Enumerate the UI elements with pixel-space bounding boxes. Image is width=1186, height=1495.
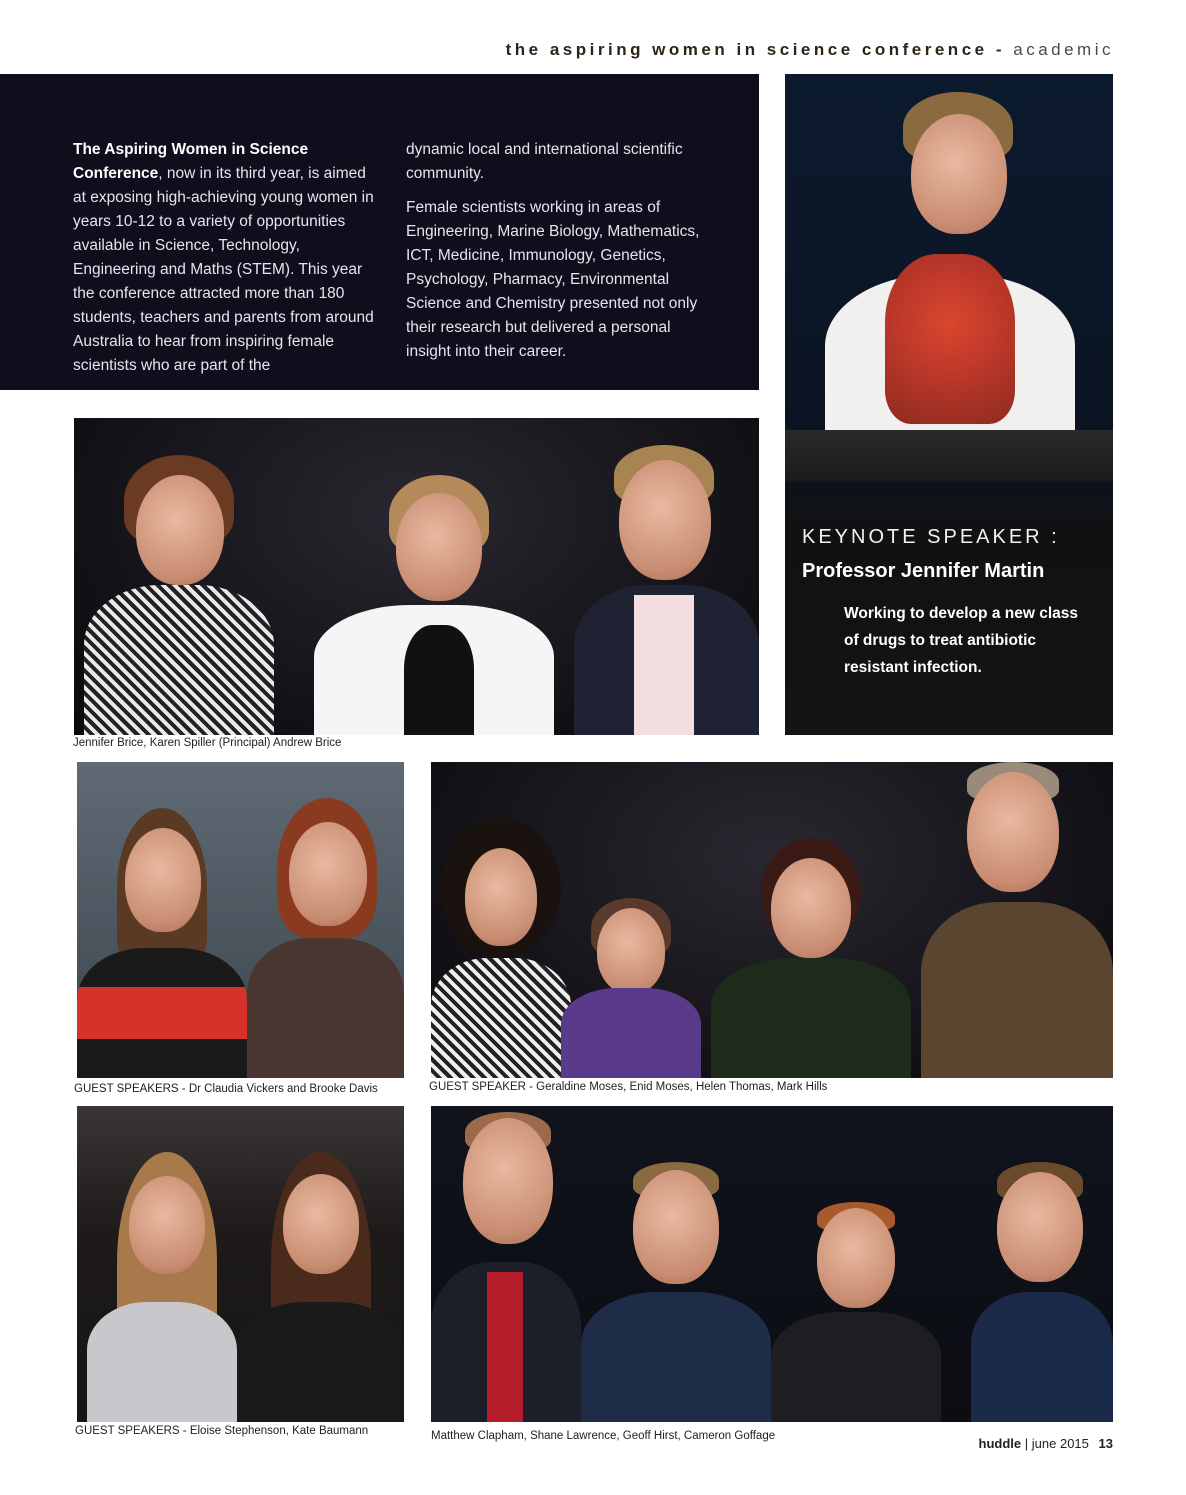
footer-brand: huddle <box>978 1436 1022 1451</box>
intro-block <box>0 74 759 390</box>
photo-stephenson-baumann <box>77 1106 404 1422</box>
intro-paragraph-1 <box>73 138 378 378</box>
photo-clapham-lawrence-hirst-goffage <box>431 1106 1113 1422</box>
keynote-description: Working to develop a new class of drugs to treat antibiotic resistant infection. <box>844 605 1078 676</box>
keynote-name: Professor Jennifer Martin <box>802 560 1045 582</box>
keynote-speaker-photo <box>825 74 1075 434</box>
intro-paragraph-1-text: , now in its third year, is aimed at exposing high-achieving young women in years 10-12 to a variety of opportunities available in Science, Technology, Engineering and Maths (STEM). This year the conference attracted more than 180 students, teachers and parents from around Australia to hear from inspiring female scientists who are part of the <box>73 165 374 374</box>
page-number: 13 <box>1098 1436 1113 1451</box>
caption-photo-5: Matthew Clapham, Shane Lawrence, Geoff Hirst, Cameron Goffage <box>431 1430 776 1442</box>
caption-photo-2: GUEST SPEAKERS - Dr Claudia Vickers and Brooke Davis <box>74 1083 378 1095</box>
intro-paragraph-2: Female scientists working in areas of Engineering, Marine Biology, Mathematics, ICT, Medicine, Immunology, Genetics, Psychology, Pharmacy, Environmental Science and Chemistry presented not only their research but delivered a personal insight into their career. <box>406 199 700 360</box>
caption-photo-3: GUEST SPEAKER - Geraldine Moses, Enid Moses, Helen Thomas, Mark Hills <box>429 1081 828 1093</box>
photo-brice-spiller <box>74 418 759 735</box>
page-footer <box>979 1436 1113 1451</box>
caption-photo-1: Jennifer Brice, Karen Spiller (Principal) Andrew Brice <box>73 737 342 749</box>
footer-date: june 2015 <box>1031 1436 1089 1451</box>
podium <box>785 430 1113 482</box>
keynote-panel <box>785 74 1113 735</box>
intro-paragraph-1-continued: dynamic local and international scientific community. <box>406 141 683 182</box>
intro-column-1 <box>73 138 378 388</box>
intro-lead: The Aspiring Women in Science Conference <box>73 141 309 182</box>
photo-vickers-davis <box>77 762 404 1078</box>
caption-photo-4: GUEST SPEAKERS - Eloise Stephenson, Kate Baumann <box>75 1425 369 1437</box>
footer-separator: | <box>1024 1436 1029 1451</box>
header-title: the aspiring women in science conference - <box>505 40 1005 59</box>
intro-column-2 <box>406 138 718 374</box>
keynote-label: KEYNOTE SPEAKER : <box>802 526 1060 548</box>
photo-moses-thomas-hills <box>431 762 1113 1078</box>
page-header <box>300 40 1114 60</box>
header-section: academic <box>1013 40 1114 59</box>
